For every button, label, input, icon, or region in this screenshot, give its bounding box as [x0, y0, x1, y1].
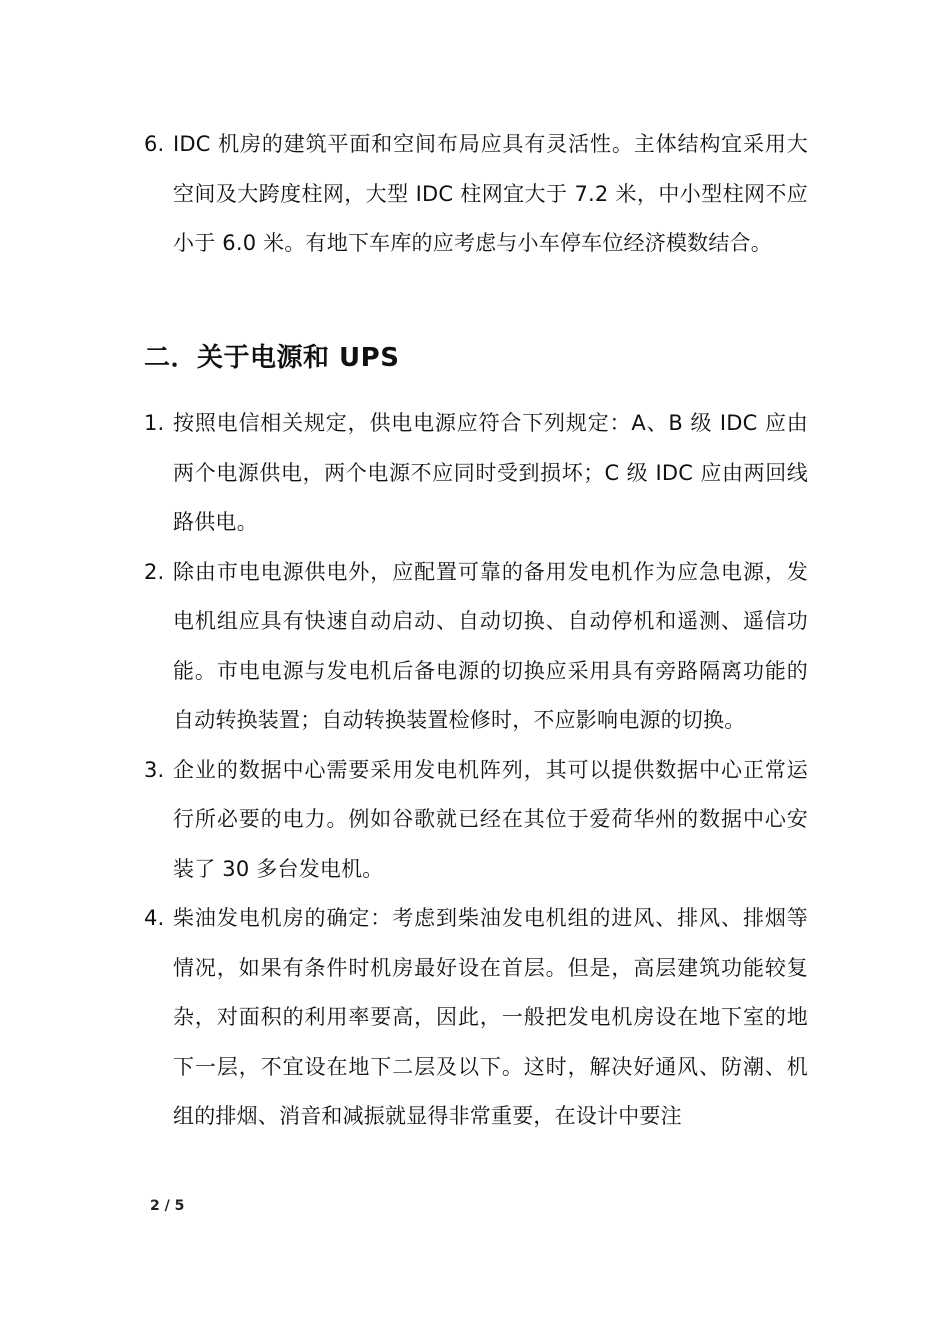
list-item: [144, 746, 808, 895]
list-item-number: 4.: [144, 906, 165, 930]
page-number: 2 / 5: [150, 1198, 185, 1214]
list-item: [144, 120, 808, 269]
list-item-text: 企业的数据中心需要采用发电机阵列，其可以提供数据中心正常运行所必要的电力。例如谷歌就已经在其位于爱荷华州的数据中心安装了 30 多台发电机。: [173, 757, 808, 881]
section-heading: 二．关于电源和 UPS: [144, 343, 400, 373]
list-item: [144, 894, 808, 1142]
list-item-number: 3.: [144, 757, 165, 782]
list-item-text: 除由市电电源供电外，应配置可靠的备用发电机作为应急电源，发电机组应具有快速自动启动、自动切换、自动停机和遥测、遥信功能。市电电源与发电机后备电源的切换应采用具有旁路隔离功能的自动转换装置；自动转换装置检修时，不应影响电源的切换。: [173, 559, 808, 732]
list-item-text: 按照电信相关规定，供电电源应符合下列规定：A、B 级 IDC 应由两个电源供电，两个电源不应同时受到损坏；C 级 IDC 应由两回线路供电。: [173, 411, 808, 534]
intro-list: [144, 120, 808, 269]
list-item: [144, 548, 808, 746]
list-item-number: 6.: [144, 132, 165, 156]
power-list: [144, 399, 808, 1142]
list-item: [144, 399, 808, 548]
list-item-text: IDC 机房的建筑平面和空间布局应具有灵活性。主体结构宜采用大空间及大跨度柱网，大型 IDC 柱网宜大于 7.2 米，中小型柱网不应小于 6.0 米。有地下车库的应考虑与小车停车位经济模数结合。: [173, 132, 808, 255]
list-item-number: 1.: [144, 411, 165, 435]
list-item-text: 柴油发电机房的确定：考虑到柴油发电机组的进风、排风、排烟等情况，如果有条件时机房最好设在首层。但是，高层建筑功能较复杂，对面积的利用率要高，因此，一般把发电机房设在地下室的地下一层，不宜设在地下二层及以下。这时，解决好通风、防潮、机组的排烟、消音和减振就显得非常重要，在设计中要注: [173, 906, 808, 1128]
list-item-number: 2.: [144, 559, 165, 584]
